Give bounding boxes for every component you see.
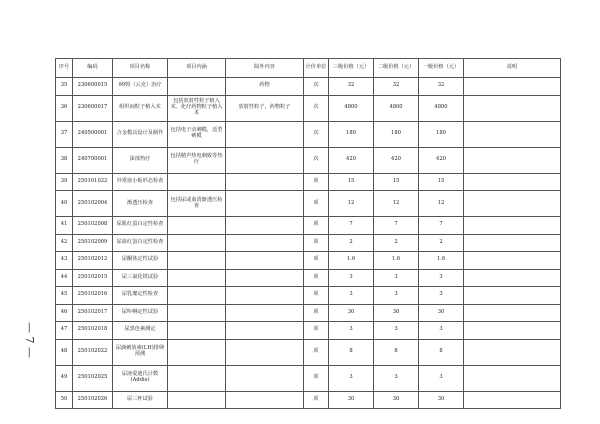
cell-price3: 3 [329,287,374,305]
cell-code: 250102008 [73,217,113,235]
cell-unit: 项 [304,269,329,287]
cell-remark [464,339,561,365]
cell-price3: 30 [329,304,374,322]
table-row [56,304,561,322]
cell-content [168,173,226,191]
table-row [56,191,561,217]
cell-name: 尿肌红蛋白定性检查 [113,217,168,235]
cell-except [226,304,304,322]
cell-name: 尿血红蛋白定性检查 [113,234,168,252]
cell-remark [464,322,561,340]
cell-unit: 项 [304,252,329,270]
cell-unit: 项 [304,217,329,235]
cell-name: 尿酮体定性试验 [113,252,168,270]
cell-code: 250101022 [73,173,113,191]
cell-price2: 3 [374,287,419,305]
cell-name: 渐透压检查 [113,191,168,217]
cell-code: 250102018 [73,322,113,340]
cell-except: 药物 [226,78,304,96]
cell-name: 合金模具设计及制作 [113,121,168,147]
cell-content [168,287,226,305]
cell-price1: 3 [419,365,464,391]
cell-content [168,304,226,322]
cell-price1: 15 [419,173,464,191]
cell-price1: 420 [419,147,464,173]
cell-price3: 30 [329,391,374,409]
cell-price3: 7 [329,217,374,235]
cell-price1: 30 [419,304,464,322]
cell-price2: 30 [374,304,419,322]
price-table [55,58,561,409]
header-no: 序号 [56,59,73,78]
cell-code: 250102009 [73,234,113,252]
cell-price1: 7 [419,217,464,235]
cell-price1: 4800 [419,95,464,121]
cell-no: 41 [56,217,73,235]
table-row [56,339,561,365]
cell-no: 44 [56,269,73,287]
table-row [56,269,561,287]
table-row [56,95,561,121]
cell-except [226,339,304,365]
cell-content [168,391,226,409]
cell-remark [464,252,561,270]
cell-except [226,147,304,173]
cell-content: 包括电子动刺模，适型刺模 [168,121,226,147]
cell-content [168,339,226,365]
cell-price1: 3 [419,269,464,287]
table-row [56,147,561,173]
header-remark: 说明 [464,59,561,78]
cell-no: 35 [56,78,73,96]
page-number-text: — 7 — [23,322,36,358]
cell-code: 250102022 [73,339,113,365]
cell-price3: 1.6 [329,252,374,270]
cell-price1: 180 [419,121,464,147]
cell-name: 尿卟啉定性试验 [113,304,168,322]
cell-no: 46 [56,304,73,322]
cell-price1: 1.6 [419,252,464,270]
cell-price2: 4800 [374,95,419,121]
header-content: 项目内涵 [168,59,226,78]
table-row [56,287,561,305]
header-price2: 二级价格（元） [374,59,419,78]
cell-code: 250102012 [73,252,113,270]
cell-remark [464,365,561,391]
cell-price2: 1.6 [374,252,419,270]
cell-code: 250102015 [73,269,113,287]
cell-except [226,269,304,287]
cell-price3: 420 [329,147,374,173]
cell-remark [464,391,561,409]
table-row [56,234,561,252]
cell-unit: 项 [304,391,329,409]
cell-price2: 180 [374,121,419,147]
cell-code: 250102017 [73,304,113,322]
cell-price3: 4800 [329,95,374,121]
cell-name: 尿三杯试验 [113,391,168,409]
table-row [56,322,561,340]
cell-price1: 32 [419,78,464,96]
cell-code: 250102016 [73,287,113,305]
header-code: 编码 [73,59,113,78]
cell-except [226,365,304,391]
cell-content [168,365,226,391]
cell-name: 深部热疗 [113,147,168,173]
cell-remark [464,121,561,147]
cell-price1: 30 [419,391,464,409]
cell-price3: 2 [329,234,374,252]
cell-except [226,322,304,340]
cell-price3: 3 [329,269,374,287]
cell-content: 包括精声热电刺致等热疗 [168,147,226,173]
cell-code: 230600017 [73,95,113,121]
cell-unit: 项 [304,304,329,322]
cell-price1: 8 [419,339,464,365]
cell-price3: 12 [329,191,374,217]
cell-code: 240500001 [73,121,113,147]
table-header-row [56,59,561,78]
cell-no: 47 [56,322,73,340]
cell-name: 组织间粒子植入术 [113,95,168,121]
cell-name: 异常血小板形态检查 [113,173,168,191]
cell-code: 250102004 [73,191,113,217]
cell-price1: 2 [419,234,464,252]
cell-except [226,252,304,270]
cell-except [226,173,304,191]
table-row [56,365,561,391]
header-name: 项目名称 [113,59,168,78]
cell-code: 240700001 [73,147,113,173]
cell-price3: 3 [329,365,374,391]
cell-price2: 32 [374,78,419,96]
header-unit: 计价单位 [304,59,329,78]
cell-remark [464,234,561,252]
cell-content [168,78,226,96]
cell-remark [464,78,561,96]
cell-content [168,322,226,340]
cell-no: 50 [56,391,73,409]
cell-no: 40 [56,191,73,217]
cell-remark [464,147,561,173]
header-except: 除外内容 [226,59,304,78]
cell-price2: 3 [374,365,419,391]
cell-except [226,234,304,252]
cell-remark [464,95,561,121]
table-row [56,217,561,235]
cell-no: 38 [56,147,73,173]
cell-no: 48 [56,339,73,365]
cell-price2: 3 [374,322,419,340]
table-row [56,391,561,409]
cell-no: 49 [56,365,73,391]
cell-unit: 次 [304,95,329,121]
cell-price3: 180 [329,121,374,147]
cell-price2: 2 [374,234,419,252]
cell-name: 尿液爱迪氏计数(Addis) [113,365,168,391]
cell-except [226,217,304,235]
cell-content [168,269,226,287]
cell-unit: 次 [304,121,329,147]
cell-name: 尿滴刺放素(LH)排卵预测 [113,339,168,365]
table-row [56,78,561,96]
cell-no: 39 [56,173,73,191]
cell-except [226,287,304,305]
cell-code: 250102026 [73,391,113,409]
page-number [24,322,38,358]
cell-content [168,234,226,252]
cell-price1: 3 [419,322,464,340]
cell-except [226,191,304,217]
cell-code: 230600015 [73,78,113,96]
cell-price1: 3 [419,287,464,305]
cell-price2: 7 [374,217,419,235]
header-price3: 三级价格（元） [329,59,374,78]
cell-price2: 15 [374,173,419,191]
cell-price3: 3 [329,322,374,340]
cell-no: 43 [56,252,73,270]
cell-content: 包括放射性粒子植入术、化疗药物粒子植入术 [168,95,226,121]
cell-name: 尿黑色素测定 [113,322,168,340]
cell-remark [464,287,561,305]
cell-except [226,121,304,147]
cell-content [168,252,226,270]
cell-unit: 项 [304,234,329,252]
cell-unit: 项 [304,322,329,340]
cell-remark [464,304,561,322]
cell-no: 37 [56,121,73,147]
cell-remark [464,217,561,235]
cell-unit: 次 [304,147,329,173]
cell-price2: 420 [374,147,419,173]
cell-remark [464,191,561,217]
cell-unit: 次 [304,78,329,96]
cell-price3: 15 [329,173,374,191]
cell-unit: 项 [304,191,329,217]
cell-price1: 12 [419,191,464,217]
cell-price2: 3 [374,269,419,287]
cell-price3: 32 [329,78,374,96]
table-row [56,252,561,270]
cell-unit: 项 [304,173,329,191]
table-body [56,78,561,409]
header-price1: 一级价格（元） [419,59,464,78]
cell-except: 放射性粒子，药物粒子 [226,95,304,121]
cell-code: 250102025 [73,365,113,391]
cell-unit: 项 [304,339,329,365]
cell-name: 尿三氯化铁试验 [113,269,168,287]
cell-price3: 8 [329,339,374,365]
cell-no: 45 [56,287,73,305]
cell-remark [464,269,561,287]
table-row [56,173,561,191]
cell-unit: 项 [304,365,329,391]
cell-unit: 项 [304,287,329,305]
cell-no: 42 [56,234,73,252]
cell-price2: 30 [374,391,419,409]
cell-price2: 12 [374,191,419,217]
cell-content: 包括尿或血清渐透压检查 [168,191,226,217]
cell-remark [464,173,561,191]
cell-no: 36 [56,95,73,121]
cell-price2: 8 [374,339,419,365]
cell-content [168,217,226,235]
table-row [56,121,561,147]
cell-except [226,391,304,409]
cell-name: 尿乳糜定性检查 [113,287,168,305]
cell-name: 99锝（云克）治疗 [113,78,168,96]
